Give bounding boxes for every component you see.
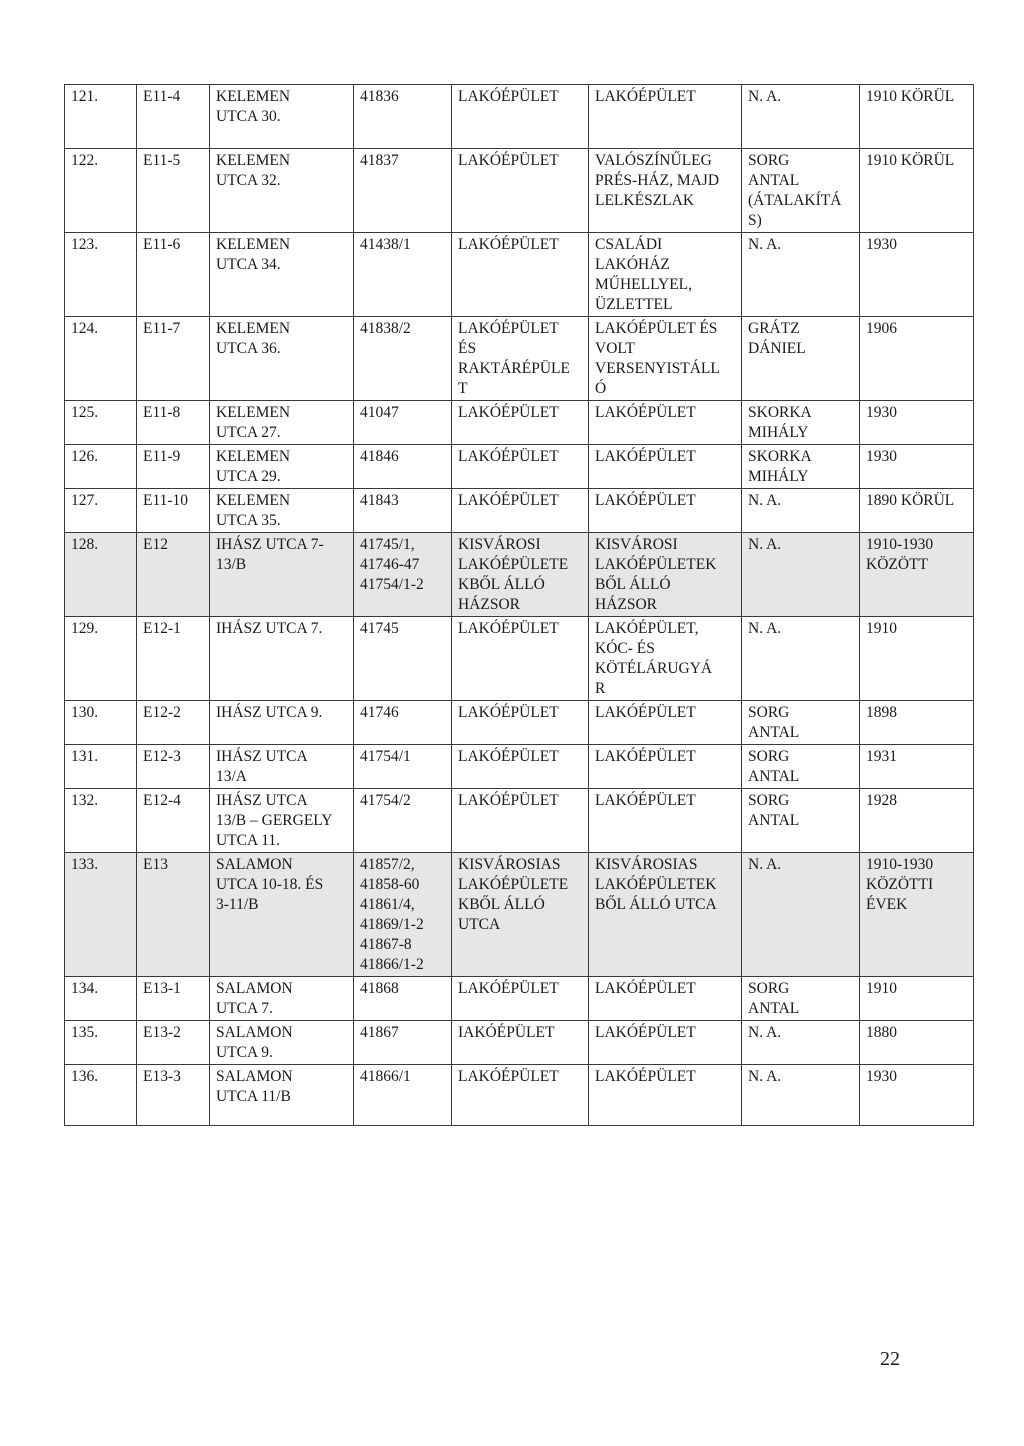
parcel-cell: 41745 <box>354 617 452 701</box>
original-function-cell: LAKÓÉPÜLET <box>452 233 589 317</box>
parcel-cell: 41745/1, 41746-47 41754/1-2 <box>354 533 452 617</box>
address-cell: KELEMEN UTCA 36. <box>210 317 354 401</box>
function-history-cell: LAKÓÉPÜLET <box>589 977 742 1021</box>
table-row <box>65 317 974 401</box>
code-cell: E11-6 <box>137 233 210 317</box>
original-function-cell: IAKÓÉPÜLET <box>452 1021 589 1065</box>
function-history-cell: LAKÓÉPÜLET ÉS VOLT VERSENYISTÁLL Ó <box>589 317 742 401</box>
table-row <box>65 85 974 149</box>
original-function-cell: KISVÁROSIAS LAKÓÉPÜLETE KBŐL ÁLLÓ UTCA <box>452 853 589 977</box>
parcel-cell: 41838/2 <box>354 317 452 401</box>
address-cell: SALAMON UTCA 11/B <box>210 1065 354 1126</box>
parcel-cell: 41846 <box>354 445 452 489</box>
parcel-cell: 41836 <box>354 85 452 149</box>
original-function-cell: LAKÓÉPÜLET <box>452 445 589 489</box>
date-cell: 1930 <box>860 401 974 445</box>
date-cell: 1890 KÖRÜL <box>860 489 974 533</box>
date-cell: 1880 <box>860 1021 974 1065</box>
architect-cell: N. A. <box>742 853 860 977</box>
code-cell: E11-5 <box>137 149 210 233</box>
row-number-cell: 121. <box>65 85 137 149</box>
table-row <box>65 789 974 853</box>
architect-cell: N. A. <box>742 533 860 617</box>
date-cell: 1910 KÖRÜL <box>860 85 974 149</box>
function-history-cell: LAKÓÉPÜLET <box>589 401 742 445</box>
address-cell: SALAMON UTCA 7. <box>210 977 354 1021</box>
table-row <box>65 401 974 445</box>
original-function-cell: LAKÓÉPÜLET <box>452 977 589 1021</box>
date-cell: 1910 KÖRÜL <box>860 149 974 233</box>
architect-cell: N. A. <box>742 85 860 149</box>
address-cell: IHÁSZ UTCA 7. <box>210 617 354 701</box>
code-cell: E11-9 <box>137 445 210 489</box>
code-cell: E13 <box>137 853 210 977</box>
architect-cell: SORG ANTAL <box>742 789 860 853</box>
code-cell: E13-2 <box>137 1021 210 1065</box>
function-history-cell: CSALÁDI LAKÓHÁZ MŰHELLYEL, ÜZLETTEL <box>589 233 742 317</box>
code-cell: E11-8 <box>137 401 210 445</box>
row-number-cell: 126. <box>65 445 137 489</box>
parcel-cell: 41857/2, 41858-60 41861/4, 41869/1-2 41867-8 41866/1-2 <box>354 853 452 977</box>
row-number-cell: 127. <box>65 489 137 533</box>
parcel-cell: 41754/2 <box>354 789 452 853</box>
address-cell: KELEMEN UTCA 32. <box>210 149 354 233</box>
row-number-cell: 123. <box>65 233 137 317</box>
row-number-cell: 124. <box>65 317 137 401</box>
parcel-cell: 41867 <box>354 1021 452 1065</box>
row-number-cell: 122. <box>65 149 137 233</box>
table-row <box>65 445 974 489</box>
row-number-cell: 129. <box>65 617 137 701</box>
architect-cell: N. A. <box>742 489 860 533</box>
function-history-cell: LAKÓÉPÜLET <box>589 745 742 789</box>
original-function-cell: LAKÓÉPÜLET <box>452 149 589 233</box>
parcel-cell: 41746 <box>354 701 452 745</box>
architect-cell: N. A. <box>742 233 860 317</box>
address-cell: IHÁSZ UTCA 7- 13/B <box>210 533 354 617</box>
original-function-cell: LAKÓÉPÜLET <box>452 85 589 149</box>
function-history-cell: LAKÓÉPÜLET <box>589 445 742 489</box>
architect-cell: SORG ANTAL <box>742 701 860 745</box>
original-function-cell: LAKÓÉPÜLET ÉS RAKTÁRÉPÜLE T <box>452 317 589 401</box>
architect-cell: SKORKA MIHÁLY <box>742 401 860 445</box>
row-number-cell: 130. <box>65 701 137 745</box>
original-function-cell: LAKÓÉPÜLET <box>452 789 589 853</box>
code-cell: E11-7 <box>137 317 210 401</box>
original-function-cell: LAKÓÉPÜLET <box>452 401 589 445</box>
table-row <box>65 149 974 233</box>
code-cell: E12-2 <box>137 701 210 745</box>
address-cell: SALAMON UTCA 10-18. ÉS 3-11/B <box>210 853 354 977</box>
date-cell: 1910-1930 KÖZÖTTI ÉVEK <box>860 853 974 977</box>
parcel-cell: 41843 <box>354 489 452 533</box>
function-history-cell: VALÓSZÍNŰLEG PRÉS-HÁZ, MAJD LELKÉSZLAK <box>589 149 742 233</box>
architect-cell: SORG ANTAL (ÁTALAKÍTÁ S) <box>742 149 860 233</box>
architect-cell: N. A. <box>742 617 860 701</box>
address-cell: IHÁSZ UTCA 13/B – GERGELY UTCA 11. <box>210 789 354 853</box>
row-number-cell: 133. <box>65 853 137 977</box>
original-function-cell: LAKÓÉPÜLET <box>452 745 589 789</box>
parcel-cell: 41047 <box>354 401 452 445</box>
row-number-cell: 125. <box>65 401 137 445</box>
inventory-table <box>64 84 974 1126</box>
function-history-cell: KISVÁROSIAS LAKÓÉPÜLETEK BŐL ÁLLÓ UTCA <box>589 853 742 977</box>
original-function-cell: KISVÁROSI LAKÓÉPÜLETE KBŐL ÁLLÓ HÁZSOR <box>452 533 589 617</box>
function-history-cell: LAKÓÉPÜLET <box>589 789 742 853</box>
architect-cell: N. A. <box>742 1021 860 1065</box>
address-cell: KELEMEN UTCA 29. <box>210 445 354 489</box>
code-cell: E11-4 <box>137 85 210 149</box>
function-history-cell: LAKÓÉPÜLET <box>589 1021 742 1065</box>
row-number-cell: 132. <box>65 789 137 853</box>
original-function-cell: LAKÓÉPÜLET <box>452 489 589 533</box>
function-history-cell: LAKÓÉPÜLET <box>589 85 742 149</box>
date-cell: 1928 <box>860 789 974 853</box>
original-function-cell: LAKÓÉPÜLET <box>452 1065 589 1126</box>
table-row <box>65 489 974 533</box>
date-cell: 1930 <box>860 233 974 317</box>
function-history-cell: LAKÓÉPÜLET <box>589 489 742 533</box>
function-history-cell: LAKÓÉPÜLET <box>589 1065 742 1126</box>
parcel-cell: 41837 <box>354 149 452 233</box>
date-cell: 1910-1930 KÖZÖTT <box>860 533 974 617</box>
address-cell: KELEMEN UTCA 35. <box>210 489 354 533</box>
row-number-cell: 135. <box>65 1021 137 1065</box>
table-row <box>65 1065 974 1126</box>
table-row <box>65 1021 974 1065</box>
code-cell: E12-1 <box>137 617 210 701</box>
table-row <box>65 853 974 977</box>
parcel-cell: 41868 <box>354 977 452 1021</box>
date-cell: 1931 <box>860 745 974 789</box>
date-cell: 1930 <box>860 1065 974 1126</box>
date-cell: 1910 <box>860 617 974 701</box>
architect-cell: GRÁTZ DÁNIEL <box>742 317 860 401</box>
address-cell: KELEMEN UTCA 27. <box>210 401 354 445</box>
parcel-cell: 41754/1 <box>354 745 452 789</box>
table-row <box>65 977 974 1021</box>
code-cell: E13-1 <box>137 977 210 1021</box>
date-cell: 1906 <box>860 317 974 401</box>
inventory-table-body <box>65 85 974 1126</box>
date-cell: 1910 <box>860 977 974 1021</box>
architect-cell: N. A. <box>742 1065 860 1126</box>
function-history-cell: LAKÓÉPÜLET <box>589 701 742 745</box>
code-cell: E12 <box>137 533 210 617</box>
parcel-cell: 41866/1 <box>354 1065 452 1126</box>
function-history-cell: KISVÁROSI LAKÓÉPÜLETEK BŐL ÁLLÓ HÁZSOR <box>589 533 742 617</box>
address-cell: IHÁSZ UTCA 9. <box>210 701 354 745</box>
table-row <box>65 701 974 745</box>
row-number-cell: 131. <box>65 745 137 789</box>
date-cell: 1898 <box>860 701 974 745</box>
code-cell: E12-3 <box>137 745 210 789</box>
architect-cell: SORG ANTAL <box>742 745 860 789</box>
table-row <box>65 533 974 617</box>
row-number-cell: 134. <box>65 977 137 1021</box>
parcel-cell: 41438/1 <box>354 233 452 317</box>
address-cell: SALAMON UTCA 9. <box>210 1021 354 1065</box>
page-number: 22 <box>880 1348 900 1370</box>
table-row <box>65 745 974 789</box>
row-number-cell: 128. <box>65 533 137 617</box>
code-cell: E11-10 <box>137 489 210 533</box>
architect-cell: SKORKA MIHÁLY <box>742 445 860 489</box>
code-cell: E13-3 <box>137 1065 210 1126</box>
table-row <box>65 233 974 317</box>
code-cell: E12-4 <box>137 789 210 853</box>
row-number-cell: 136. <box>65 1065 137 1126</box>
function-history-cell: LAKÓÉPÜLET, KÓC- ÉS KÖTÉLÁRUGYÁ R <box>589 617 742 701</box>
address-cell: KELEMEN UTCA 30. <box>210 85 354 149</box>
original-function-cell: LAKÓÉPÜLET <box>452 617 589 701</box>
date-cell: 1930 <box>860 445 974 489</box>
architect-cell: SORG ANTAL <box>742 977 860 1021</box>
original-function-cell: LAKÓÉPÜLET <box>452 701 589 745</box>
table-row <box>65 617 974 701</box>
address-cell: IHÁSZ UTCA 13/A <box>210 745 354 789</box>
address-cell: KELEMEN UTCA 34. <box>210 233 354 317</box>
